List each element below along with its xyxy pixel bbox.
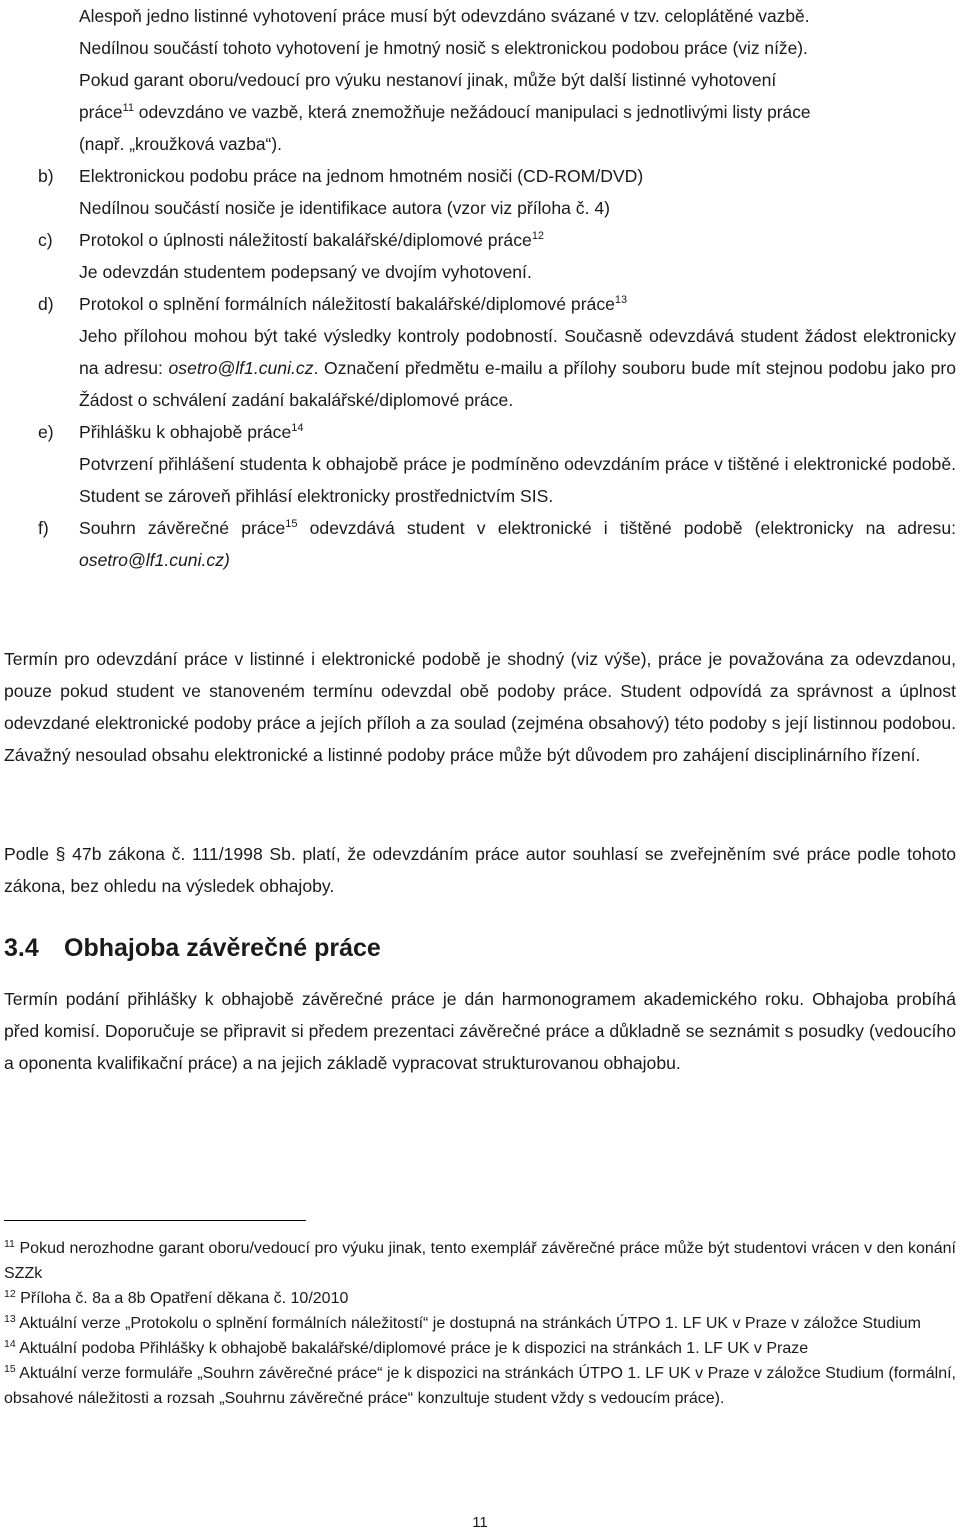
- footnote-number: 15: [4, 1363, 16, 1375]
- paragraph-submission-deadline: Termín pro odevzdání práce v listinné i elektronické podobě je shodný (viz výše), práce je považována za odevzdanou, pouze pokud student ve stanoveném termínu odevzdal obě podoby práce. Student odpovídá za správnost a úplnost odevzdané elektronické podoby práce a jejích příloh a za soulad (zejména obsahový) této podoby s její listinnou podobou. Závažný nesoulad obsahu elektronické a listinné podoby práce může být důvodem pro zahájení disciplinárního řízení.: [4, 649, 956, 765]
- footnote-ref-13: 13: [614, 294, 628, 306]
- section-heading: [4, 928, 381, 968]
- list-item-a-line-3: Pokud garant oboru/vedoucí pro výuku nestanoví jinak, může být další listinné vyhotovení: [79, 70, 777, 90]
- footnote-12: [4, 1286, 956, 1311]
- footnote-text: Pokud nerozhodne garant oboru/vedoucí pro výuku jinak, tento exemplář závěrečné práce může být studentovi vrácen v den konání SZZk: [4, 1240, 956, 1282]
- list-item-title: [79, 416, 956, 448]
- footnote-ref-15: 15: [285, 518, 298, 530]
- email-address[interactable]: osetro@lf1.cuni.cz: [168, 358, 314, 378]
- footnote-number: 12: [4, 1288, 16, 1300]
- section-title: Obhajoba závěrečné práce: [64, 934, 381, 962]
- list-item-a-line-4: [79, 96, 956, 128]
- list-marker: c): [38, 230, 53, 250]
- footnotes: [4, 1236, 956, 1411]
- email-address[interactable]: osetro@lf1.cuni.cz): [79, 550, 230, 570]
- paragraph-defense: Termín podání přihlášky k obhajobě závěrečné práce je dán harmonogramem akademického roku. Obhajoba probíhá před komisí. Doporučuje se připravit si předem prezentaci závěrečné práce a důkladně se seznámit s posudky (vedoucího a oponenta kvalifikační práce) a na jejich základě vypracovat strukturovanou obhajobu.: [4, 989, 956, 1073]
- list-item-a-text: odevzdáno ve vazbě, která znemožňuje nežádoucí manipulaci s jednotlivými listy práce: [133, 102, 811, 122]
- list-item-body-text: Jeho přílohou mohou být také výsledky kontroly podobností. Současně odevzdává student žádost elektronicky na adresu:: [79, 326, 956, 378]
- list-item-f: [38, 512, 956, 576]
- list-item-c: [38, 224, 956, 288]
- requirements-list: [38, 0, 956, 576]
- list-marker: f): [38, 518, 49, 538]
- list-marker: d): [38, 294, 54, 314]
- list-item-a-text: práce: [79, 102, 123, 122]
- list-item-d: [38, 288, 956, 416]
- list-item-a-line-5: (např. „kroužková vazba“).: [79, 134, 282, 154]
- list-item-e: [38, 416, 956, 512]
- list-item-body: Je odevzdán studentem podepsaný ve dvojím vyhotovení.: [79, 262, 532, 282]
- list-item-title: [79, 288, 956, 320]
- list-item-title: [79, 224, 956, 256]
- section-number: 3.4: [4, 934, 39, 962]
- footnote-14: [4, 1336, 956, 1361]
- list-marker: b): [38, 166, 54, 186]
- list-item-body: Potvrzení přihlášení studenta k obhajobě práce je podmíněno odevzdáním práce v tištěné i elektronické podobě. Student se zároveň přihlásí elektronicky prostřednictvím SIS.: [79, 454, 956, 506]
- footnote-number: 13: [4, 1313, 16, 1325]
- footnote-separator: [4, 1220, 306, 1221]
- list-item-body: [79, 512, 956, 576]
- list-item-b: [38, 160, 956, 224]
- footnote-text: Aktuální verze formuláře „Souhrn závěrečné práce“ je k dispozici na stránkách ÚTPO 1. LF UK v Praze v záložce Studium (formální, obsahové náležitosti a rozsah „Souhrnu závěrečné práce“ konzultuje student vždy s vedoucím práce).: [4, 1365, 956, 1407]
- footnote-text: Aktuální verze „Protokolu o splnění formálních náležitostí“ je dostupná na stránkách ÚTPO 1. LF UK v Praze v záložce Studium: [15, 1315, 922, 1332]
- list-item-title-text: Protokol o splnění formálních náležitostí bakalářské/diplomové práce: [79, 294, 615, 314]
- list-item-body: Nedílnou součástí nosiče je identifikace autora (vzor viz příloha č. 4): [79, 198, 611, 218]
- footnote-15: [4, 1361, 956, 1411]
- list-item-title-text: Protokol o úplnosti náležitostí bakalářské/diplomové práce: [79, 230, 532, 250]
- list-item-a-line-1: Alespoň jedno listinné vyhotovení práce musí být odevzdáno svázané v tzv. celoplátěné vazbě.: [79, 6, 810, 26]
- list-item-title: Elektronickou podobu práce na jednom hmotném nosiči (CD-ROM/DVD): [79, 166, 644, 186]
- footnote-text: Příloha č. 8a a 8b Opatření děkana č. 10/2010: [15, 1290, 349, 1307]
- footnote-number: 11: [4, 1238, 15, 1250]
- list-item-title-text: Přihlášku k obhajobě práce: [79, 422, 292, 442]
- list-item-text: odevzdává student v elektronické i tištěné podobě (elektronicky na adresu:: [297, 518, 956, 538]
- footnote-ref-11: 11: [122, 102, 134, 114]
- footnote-ref-12: 12: [531, 230, 545, 242]
- list-item-body-text: . Označení předmětu e-mailu a přílohy souboru bude mít stejnou podobu jako pro Žádost o schválení zadání bakalářské/diplomové práce.: [79, 358, 956, 410]
- list-item-body: [79, 320, 956, 416]
- page-number: 11: [472, 1514, 488, 1531]
- footnote-text: Aktuální podoba Přihlášky k obhajobě bakalářské/diplomové práce je k dispozici na stránkách 1. LF UK v Praze: [15, 1340, 809, 1357]
- list-item-text: Souhrn závěrečné práce: [79, 518, 286, 538]
- footnote-13: [4, 1311, 956, 1336]
- footnote-ref-14: 14: [291, 422, 304, 434]
- footnote-11: [4, 1236, 956, 1286]
- list-item-a-line-2: Nedílnou součástí tohoto vyhotovení je hmotný nosič s elektronickou podobou práce (viz níže).: [79, 38, 808, 58]
- paragraph-legal-consent: Podle § 47b zákona č. 111/1998 Sb. platí, že odevzdáním práce autor souhlasí se zveřejněním své práce podle tohoto zákona, bez ohledu na výsledek obhajoby.: [4, 844, 956, 896]
- footnote-number: 14: [4, 1338, 16, 1350]
- list-marker: e): [38, 422, 54, 442]
- list-item-a-continuation: [38, 0, 956, 160]
